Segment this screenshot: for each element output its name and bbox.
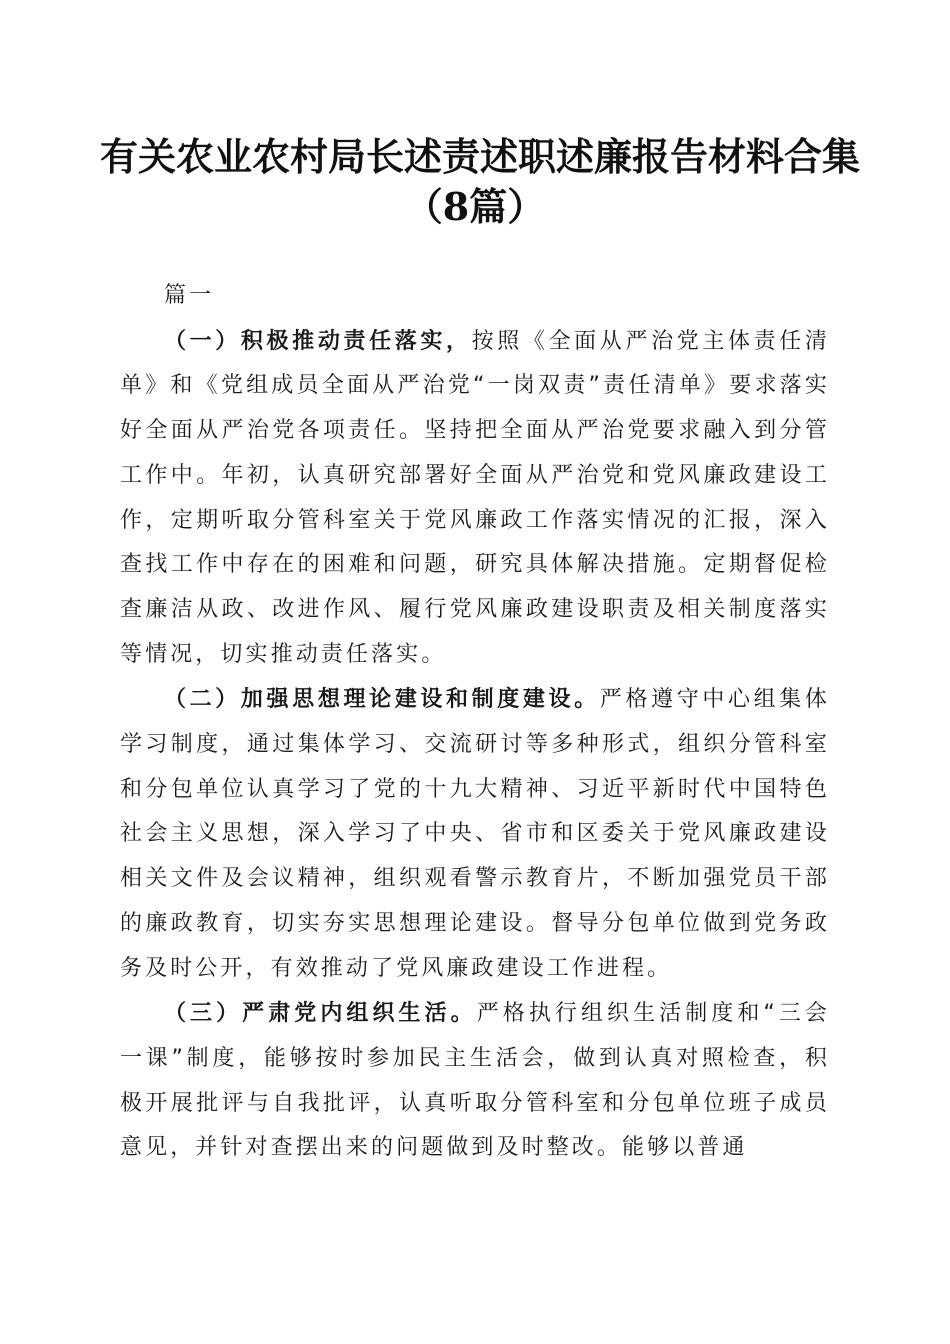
paragraph-3-lead: （三）严肃党内组织生活。	[164, 1000, 477, 1027]
paragraph-3-text: 严格执行组织生活制度和“三会一课”制度，能够按时参加民主生活会，做到认真对照检查，积极开展批评与自我批评，认真听取分管科室和分包单位班子成员意见，并针对查摆出来的问题做到及时整改。能够以普通	[120, 1001, 830, 1161]
paragraph-1	[120, 319, 830, 678]
title-line-count: （8篇）	[404, 184, 546, 229]
section-label: 篇一	[164, 283, 215, 308]
paragraph-2	[120, 677, 830, 991]
document-title	[100, 132, 861, 232]
paragraph-1-lead: （一）积极推动责任落实，	[164, 327, 472, 354]
paragraph-3	[120, 991, 830, 1171]
title-line-main: 有关农业农村局长述责述职述廉报告材料合集	[100, 134, 861, 179]
paragraph-2-lead: （二）加强思想理论建设和制度建设。	[164, 686, 600, 713]
paragraph-2-text: 严格遵守中心组集体学习制度，通过集体学习、交流研讨等多种形式，组织分管科室和分包单位认真学习了党的十九大精神、习近平新时代中国特色社会主义思想，深入学习了中央、省市和区委关于党风廉政建设相关文件及会议精神，组织观看警示教育片，不断加强党员干部的廉政教育，切实夯实思想理论建设。督导分包单位做到党务政务及时公开，有效推动了党风廉政建设工作进程。	[120, 687, 830, 981]
paragraph-1-text: 按照《全面从严治党主体责任清单》和《党组成员全面从严治党“一岗双责”责任清单》要求落实好全面从严治党各项责任。坚持把全面从严治党要求融入到分管工作中。年初，认真研究部署好全面从严治党和党风廉政建设工作，定期听取分管科室关于党风廉政工作落实情况的汇报，深入查找工作中存在的困难和问题，研究具体解决措施。定期督促检查廉洁从政、改进作风、履行党风廉政建设职责及相关制度落实等情况，切实推动责任落实。	[120, 328, 831, 667]
document-body	[120, 274, 830, 1171]
